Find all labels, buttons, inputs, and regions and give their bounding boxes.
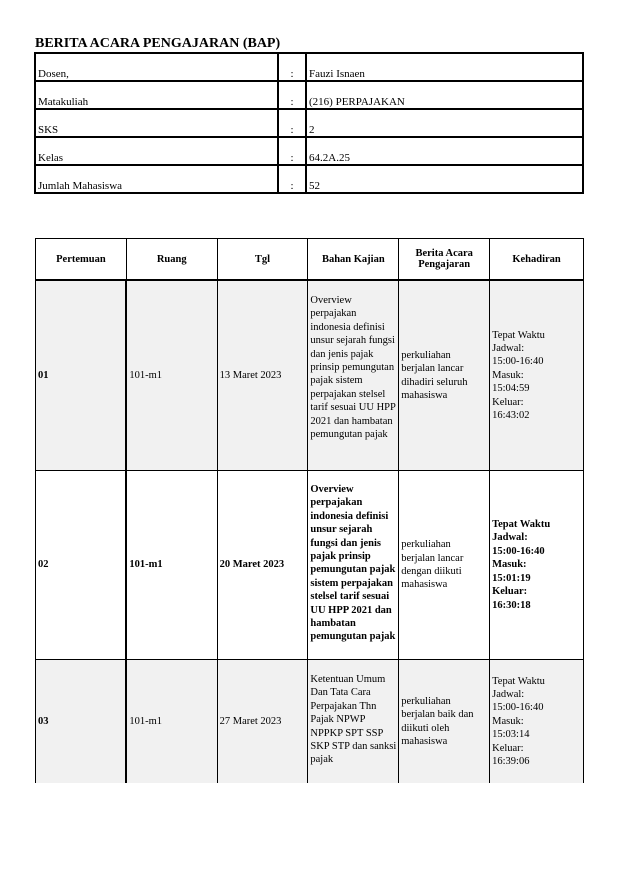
kehadiran-keluar: 16:30:18 (492, 599, 531, 611)
cell-berita-acara: perkuliahan berjalan lancar dengan diikuti mahasiswa (399, 471, 490, 660)
kehadiran-jadwal: 15:00-16:40 (492, 702, 544, 714)
info-row-jumlah-mahasiswa (35, 165, 583, 193)
kehadiran-jadwal: 15:00-16:40 (492, 356, 544, 368)
info-separator: : (278, 81, 306, 109)
info-label: Jumlah Mahasiswa (35, 165, 278, 193)
kehadiran-masuk-label: Masuk: (492, 369, 524, 381)
cell-bahan-kajian: Overview perpajakan indonesia definisi unsur sejarah fungsi dan jenis pajak prinsip pemungutan pajak sistem perpajakan stelsel tarif sesuai UU HPP 2021 dan hambatan pemungutan pajak (308, 471, 399, 660)
kehadiran-jadwal-label: Jadwal: (492, 342, 525, 354)
header-pertemuan: Pertemuan (36, 239, 127, 281)
table-row (36, 471, 584, 660)
info-value: Fauzi Isnaen (306, 53, 583, 81)
header-berita-acara: Berita Acara Pengajaran (399, 239, 490, 281)
cell-pertemuan: 01 (36, 280, 127, 471)
cell-bahan-kajian: Overview perpajakan indonesia definisi unsur sejarah fungsi dan jenis pajak prinsip pemungutan pajak sistem perpajakan stelsel tarif sesuai UU HPP 2021 dan hambatan pemungutan pajak (308, 280, 399, 471)
kehadiran-status: Tepat Waktu (492, 519, 551, 531)
kehadiran-status: Tepat Waktu (492, 329, 545, 341)
info-value: (216) PERPAJAKAN (306, 81, 583, 109)
cell-berita-acara: perkuliahan berjalan lancar dihadiri seluruh mahasiswa (399, 280, 490, 471)
kehadiran-jadwal: 15:00-16:40 (492, 545, 545, 557)
cell-ruang: 101-m1 (126, 471, 217, 660)
info-separator: : (278, 165, 306, 193)
info-separator: : (278, 137, 306, 165)
info-row-dosen (35, 53, 583, 81)
kehadiran-jadwal-label: Jadwal: (492, 688, 525, 700)
meeting-table (35, 238, 584, 783)
cell-berita-acara: perkuliahan berjalan baik dan diikuti oleh mahasiswa (399, 660, 490, 784)
kehadiran-keluar-label: Keluar: (492, 396, 524, 408)
info-row-matakuliah (35, 81, 583, 109)
kehadiran-keluar: 16:43:02 (492, 410, 530, 422)
header-kehadiran: Kehadiran (490, 239, 584, 281)
cell-pertemuan: 02 (36, 471, 127, 660)
info-label: Dosen, (35, 53, 278, 81)
document-title: BERITA ACARA PENGAJARAN (BAP) (35, 36, 281, 51)
table-header-row (36, 239, 584, 281)
course-info-table (34, 52, 584, 194)
kehadiran-masuk: 15:01:19 (492, 572, 531, 584)
info-row-sks (35, 109, 583, 137)
info-value: 64.2A.25 (306, 137, 583, 165)
cell-tgl: 27 Maret 2023 (217, 660, 308, 784)
info-label: SKS (35, 109, 278, 137)
kehadiran-jadwal-label: Jadwal: (492, 532, 528, 544)
info-label: Kelas (35, 137, 278, 165)
info-separator: : (278, 53, 306, 81)
kehadiran-status: Tepat Waktu (492, 675, 545, 687)
cell-kehadiran (490, 660, 584, 784)
info-label: Matakuliah (35, 81, 278, 109)
table-row (36, 660, 584, 784)
cell-kehadiran (490, 471, 584, 660)
kehadiran-keluar-label: Keluar: (492, 742, 524, 754)
cell-ruang: 101-m1 (126, 280, 217, 471)
kehadiran-masuk-label: Masuk: (492, 715, 524, 727)
header-ruang: Ruang (126, 239, 217, 281)
info-value: 2 (306, 109, 583, 137)
cell-tgl: 20 Maret 2023 (217, 471, 308, 660)
table-row (36, 280, 584, 471)
cell-bahan-kajian: Ketentuan Umum Dan Tata Cara Perpajakan Thn Pajak NPWP NPPKP SPT SSP SKP STP dan sanksi pajak (308, 660, 399, 784)
kehadiran-masuk: 15:03:14 (492, 729, 530, 741)
info-value: 52 (306, 165, 583, 193)
cell-kehadiran (490, 280, 584, 471)
header-bahan-kajian: Bahan Kajian (308, 239, 399, 281)
header-tgl: Tgl (217, 239, 308, 281)
kehadiran-masuk-label: Masuk: (492, 559, 527, 571)
info-row-kelas (35, 137, 583, 165)
cell-tgl: 13 Maret 2023 (217, 280, 308, 471)
info-separator: : (278, 109, 306, 137)
kehadiran-keluar-label: Keluar: (492, 586, 528, 598)
cell-pertemuan: 03 (36, 660, 127, 784)
cell-ruang: 101-m1 (126, 660, 217, 784)
kehadiran-keluar: 16:39:06 (492, 756, 530, 768)
kehadiran-masuk: 15:04:59 (492, 383, 530, 395)
